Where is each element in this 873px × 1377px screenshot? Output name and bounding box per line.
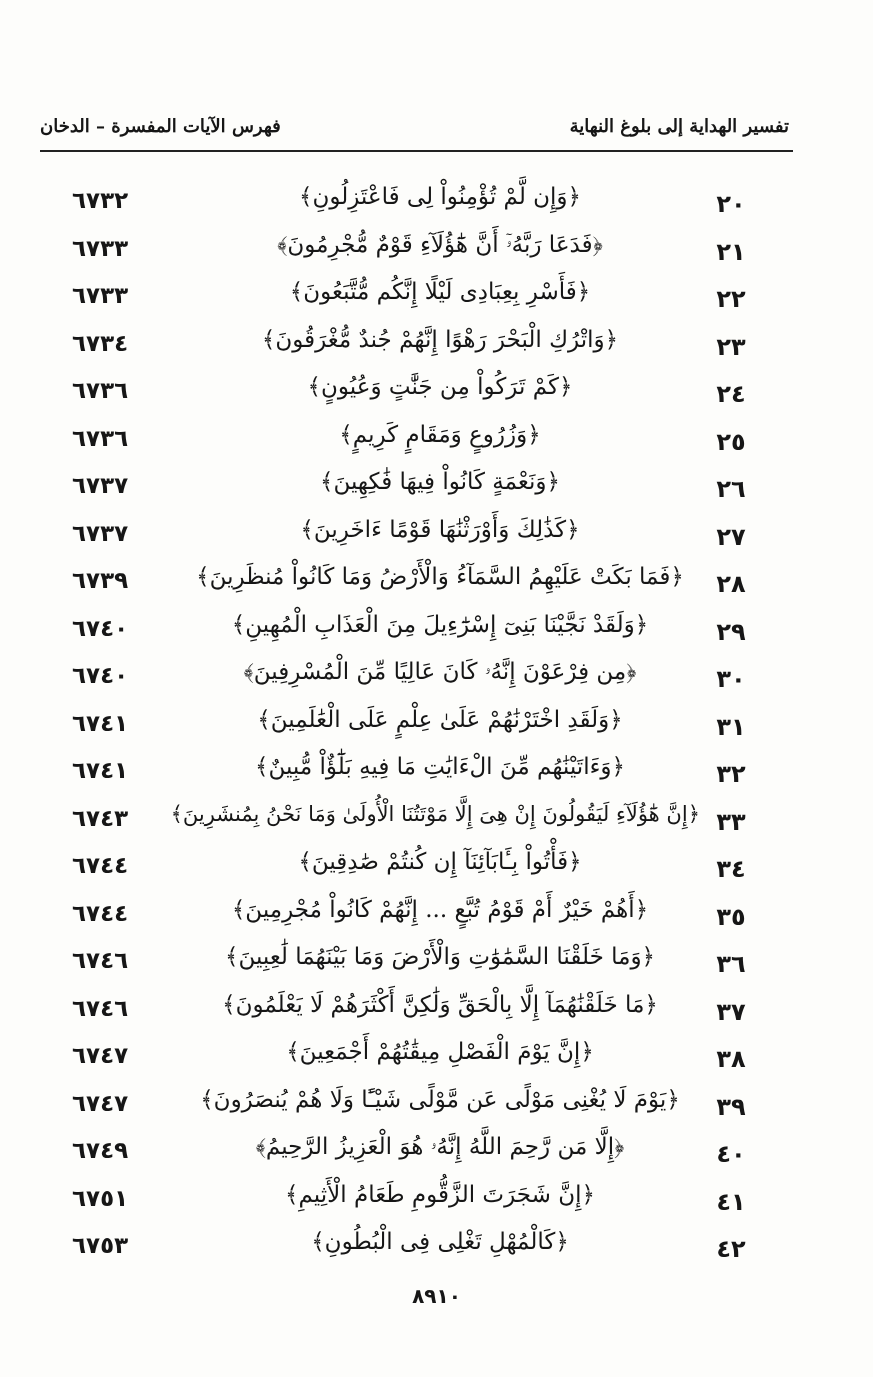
section-title: فهرس الآيات المفسرة – الدخان <box>40 116 281 137</box>
index-row <box>0 418 873 466</box>
verse-number: ٤٠ <box>716 1140 746 1168</box>
page-reference: ٦٧٤١ <box>72 758 129 784</box>
page-reference: ٦٧٤٦ <box>72 948 129 974</box>
verse-text: ﴿أَهُمْ خَيْرٌ أَمْ قَوْمُ تُبَّعٍ ... إِنَّهُمْ كَانُواْ مُجْرِمِينَ﴾ <box>231 896 649 923</box>
page-reference: ٦٧٣٩ <box>72 568 129 594</box>
verse-text: ﴿إِلَّا مَن رَّحِمَ اللَّهُ إِنَّهُۥ هُوَ الْعَزِيزُ الرَّحِيمُ﴾ <box>255 1134 625 1160</box>
page-reference: ٦٧٣٤ <box>72 330 129 357</box>
verse-text: ﴿فَأْتُواْ بِـَٔابَآئِنَآ إِن كُنتُمْ صَٰدِقِينَ﴾ <box>298 849 582 875</box>
page-reference: ٦٧٤٩ <box>72 1138 129 1164</box>
verse-number: ٣٩ <box>716 1092 746 1121</box>
index-row <box>0 1130 873 1178</box>
verse-number: ٣٠ <box>716 665 746 693</box>
verse-number: ٣٥ <box>716 902 746 931</box>
index-row <box>0 370 873 418</box>
page-reference: ٦٧٤٠ <box>72 663 129 689</box>
page-reference: ٦٧٣٢ <box>72 188 129 214</box>
verse-number: ٤٢ <box>716 1235 746 1263</box>
page-reference: ٦٧٤٠ <box>72 615 129 642</box>
verse-number: ٣٧ <box>716 997 746 1026</box>
verse-index-table <box>0 180 873 1273</box>
page-reference: ٦٧٤١ <box>72 710 129 737</box>
verse-text: ﴿مِن فِرْعَوْنَ إِنَّهُۥ كَانَ عَالِيًا مِّنَ الْمُسْرِفِينَ﴾ <box>243 659 637 685</box>
page-reference: ٦٧٣٧ <box>72 520 129 547</box>
index-row <box>0 750 873 798</box>
verse-number: ٣٦ <box>716 950 746 978</box>
page-reference: ٦٧٣٦ <box>72 425 129 452</box>
verse-text: ﴿يَوْمَ لَا يُغْنِى مَوْلًى عَن مَّوْلًى شَيْـًٔا وَلَا هُمْ يُنصَرُونَ﴾ <box>200 1086 680 1113</box>
page-reference: ٦٧٣٦ <box>72 378 129 404</box>
index-row <box>0 323 873 371</box>
verse-number: ٢٩ <box>716 617 746 646</box>
index-row <box>0 560 873 608</box>
verse-number: ٢٠ <box>716 190 746 218</box>
verse-number: ٣١ <box>716 712 746 741</box>
verse-text: ﴿وَاتْرُكِ الْبَحْرَ رَهْوًا إِنَّهُمْ جُندٌ مُّغْرَقُونَ﴾ <box>261 326 619 353</box>
verse-text: ﴿وَلَقَدِ اخْتَرْنَٰهُمْ عَلَىٰ عِلْمٍ عَلَى الْعَٰلَمِينَ﴾ <box>257 706 623 733</box>
page-reference: ٦٧٤٤ <box>72 853 129 879</box>
index-row <box>0 513 873 561</box>
verse-number: ٢٤ <box>716 380 746 408</box>
index-row <box>0 1035 873 1083</box>
verse-number: ٢١ <box>716 237 746 266</box>
verse-number: ٣٤ <box>716 855 746 883</box>
page-reference: ٦٧٣٣ <box>72 235 129 262</box>
index-row <box>0 1178 873 1226</box>
header-divider <box>40 150 793 152</box>
index-row <box>0 893 873 941</box>
verse-number: ٤١ <box>716 1187 746 1216</box>
index-row <box>0 228 873 276</box>
index-row <box>0 703 873 751</box>
verse-number: ٣٢ <box>716 760 746 788</box>
verse-text: ﴿وَمَا خَلَقْنَا السَّمَٰوَٰتِ وَالْأَرْضَ وَمَا بَيْنَهُمَا لَٰعِبِينَ﴾ <box>224 944 656 970</box>
verse-number: ٣٨ <box>716 1045 746 1073</box>
verse-text: ﴿فَدَعَا رَبَّهُۥٓ أَنَّ هَٰٓؤُلَآءِ قَوْمٌ مُّجْرِمُونَ﴾ <box>277 231 603 258</box>
verse-number: ٢٣ <box>716 332 746 361</box>
index-row <box>0 1083 873 1131</box>
verse-text: ﴿فَأَسْرِ بِعِبَادِى لَيْلًا إِنَّكُم مُّتَّبَعُونَ﴾ <box>289 279 591 305</box>
verse-text: ﴿كَالْمُهْلِ تَغْلِى فِى الْبُطُونِ﴾ <box>311 1229 569 1255</box>
index-row <box>0 1225 873 1273</box>
running-header <box>40 112 793 144</box>
verse-text: ﴿إِنَّ شَجَرَتَ الزَّقُّومِ طَعَامُ الْأَثِيمِ﴾ <box>285 1181 595 1208</box>
page-reference: ٦٧٥٣ <box>72 1233 129 1259</box>
verse-number: ٣٣ <box>716 807 746 836</box>
verse-number: ٢٦ <box>716 475 746 503</box>
verse-number: ٢٥ <box>716 427 746 456</box>
verse-text: ﴿وَنَعْمَةٍ كَانُواْ فِيهَا فَٰكِهِينَ﴾ <box>319 469 561 495</box>
index-row <box>0 940 873 988</box>
index-row <box>0 180 873 228</box>
book-title: تفسير الهداية إلى بلوغ النهاية <box>569 116 789 137</box>
index-row <box>0 988 873 1036</box>
verse-text: ﴿إِنَّ يَوْمَ الْفَصْلِ مِيقَٰتُهُمْ أَجْمَعِينَ﴾ <box>286 1039 594 1065</box>
index-row <box>0 275 873 323</box>
page-reference: ٦٧٤٧ <box>72 1090 129 1117</box>
verse-text: ﴿وَءَاتَيْنَٰهُم مِّنَ الْءَايَٰتِ مَا فِيهِ بَلَٰٓؤٌاْ مُّبِينٌ﴾ <box>254 754 626 780</box>
page-reference: ٦٧٤٧ <box>72 1043 129 1069</box>
verse-text: ﴿وَزُرُوعٍ وَمَقَامٍ كَرِيمٍ﴾ <box>339 421 541 448</box>
index-row <box>0 465 873 513</box>
verse-text: ﴿مَا خَلَقْنَٰهُمَآ إِلَّا بِالْحَقِّ وَلَٰكِنَّ أَكْثَرَهُمْ لَا يَعْلَمُونَ﴾ <box>222 991 658 1018</box>
page-reference: ٦٧٤٣ <box>72 805 129 832</box>
page-reference: ٦٧٣٣ <box>72 283 129 309</box>
verse-text: ﴿فَمَا بَكَتْ عَلَيْهِمُ السَّمَآءُ وَالْأَرْضُ وَمَا كَانُواْ مُنظَرِينَ﴾ <box>196 564 684 590</box>
page-reference: ٦٧٥١ <box>72 1185 129 1212</box>
verse-number: ٢٧ <box>716 522 746 551</box>
index-row <box>0 798 873 846</box>
page-reference: ٦٧٤٦ <box>72 995 129 1022</box>
verse-text: ﴿كَمْ تَرَكُواْ مِن جَنَّٰتٍ وَعُيُونٍ﴾ <box>307 374 573 400</box>
verse-text: ﴿إِنَّ هَٰٓؤُلَآءِ لَيَقُولُونَ إِنْ هِىَ إِلَّا مَوْتَتُنَا الْأُولَىٰ وَمَا نَحْنُ بِمُنشَرِينَ﴾ <box>170 801 700 826</box>
page-reference: ٦٧٣٧ <box>72 473 129 499</box>
page-number: ٨٩١٠ <box>412 1284 461 1308</box>
index-row <box>0 845 873 893</box>
verse-number: ٢٨ <box>716 570 746 598</box>
verse-text: ﴿وَإِن لَّمْ تُؤْمِنُواْ لِى فَاعْتَزِلُونِ﴾ <box>298 184 582 210</box>
page-reference: ٦٧٤٤ <box>72 900 129 927</box>
verse-text: ﴿وَلَقَدْ نَجَّيْنَا بَنِىٓ إِسْرَٰٓءِيلَ مِنَ الْعَذَابِ الْمُهِينِ﴾ <box>231 611 649 638</box>
verse-text: ﴿كَذَٰلِكَ وَأَوْرَثْنَٰهَا قَوْمًا ءَاخَرِينَ﴾ <box>300 516 580 543</box>
index-row <box>0 655 873 703</box>
index-row <box>0 608 873 656</box>
verse-number: ٢٢ <box>716 285 746 313</box>
